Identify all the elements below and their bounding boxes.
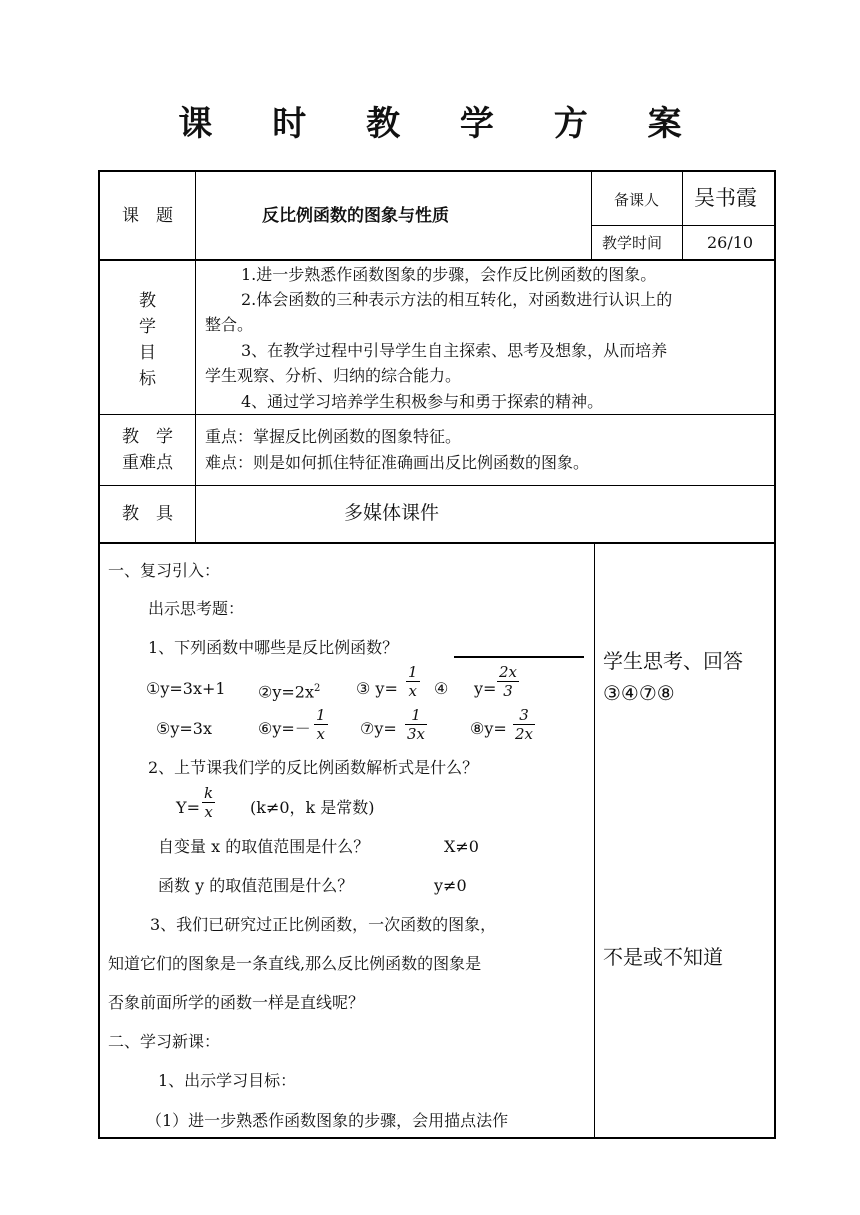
preparer-label: 备课人 — [614, 191, 660, 209]
objective-item: 2.体会函数的三种表示方法的相互转化，对函数进行认识上的 — [241, 290, 673, 309]
function-5: ⑤y=3x — [156, 719, 212, 738]
fraction-numerator: 1 — [405, 706, 427, 725]
time-value: 26/10 — [707, 233, 754, 252]
objectives-label-char: 学 — [139, 317, 156, 337]
table-border-top — [98, 170, 776, 172]
domain-answer: X≠0 — [444, 837, 479, 856]
question-3-line: 知道它们的图象是一条直线,那么反比例函数的图象是 — [108, 954, 482, 973]
tools-value: 多媒体课件 — [344, 502, 440, 524]
header-mid-line — [591, 225, 776, 226]
table-border-right — [774, 170, 776, 1139]
row-line-4 — [98, 542, 776, 544]
formula-lhs: Y= — [176, 798, 200, 817]
topic-value: 反比例函数的图象与性质 — [262, 206, 449, 226]
function-7: ⑦y= — [360, 719, 397, 738]
fraction-numerator: 3 — [513, 706, 535, 725]
objective-item: 整合。 — [205, 315, 254, 334]
function-6: ⑥y=－ — [258, 719, 311, 738]
fraction-denominator: 3x — [407, 725, 426, 743]
row-line-1 — [98, 259, 776, 261]
function-3: ③ y= — [356, 679, 398, 698]
section-review: 一、复习引入： — [108, 561, 221, 580]
fraction-numerator: k — [204, 784, 214, 802]
process-column-divider — [594, 543, 595, 1138]
fraction-numerator: 1 — [316, 706, 326, 724]
learning-goal-heading: 1、出示学习目标： — [158, 1071, 297, 1090]
question-2: 2、上节课我们学的反比例函数解析式是什么？ — [148, 758, 479, 777]
focus-text: 重点：掌握反比例函数的图象特征。 — [205, 427, 462, 446]
fraction — [314, 706, 328, 743]
fraction-denominator: x — [316, 725, 325, 743]
objectives-label-char: 教 — [139, 291, 156, 311]
header-divider-1 — [591, 170, 592, 260]
objective-item: 1.进一步熟悉作函数图象的步骤，会作反比例函数的图象。 — [241, 265, 657, 284]
tools-label: 教 具 — [122, 504, 173, 524]
student-answer-1: 学生思考、回答 — [603, 649, 743, 673]
row-line-3 — [98, 485, 776, 486]
range-answer: y≠0 — [434, 876, 467, 895]
answer-blank — [454, 656, 584, 658]
key-points-label-line: 重难点 — [122, 453, 173, 473]
function-1: ①y=3x+1 — [146, 679, 226, 698]
section-new-lesson: 二、学习新课： — [108, 1032, 221, 1051]
fraction-numerator: 1 — [408, 663, 418, 681]
question-3-line: 3、我们已研究过正比例函数，一次函数的图象， — [150, 915, 497, 934]
objective-item: 学生观察、分析、归纳的综合能力。 — [205, 366, 462, 385]
function-2 — [258, 676, 320, 705]
header-divider-2 — [682, 170, 683, 260]
fraction-numerator: 2x — [499, 663, 518, 681]
objectives-label-char: 目 — [139, 343, 156, 363]
question-3-line: 否象前面所学的函数一样是直线呢？ — [108, 993, 365, 1012]
fraction — [497, 663, 519, 700]
show-question: 出示思考题： — [148, 599, 245, 618]
fraction-denominator: 3 — [503, 682, 513, 700]
preparer-value: 吴书霞 — [694, 186, 757, 210]
function-4-lhs: y= — [474, 679, 497, 698]
objectives-label-char: 标 — [139, 369, 156, 389]
key-points-label-line: 教 学 — [122, 427, 173, 447]
objective-item: 4、通过学习培养学生积极参与和勇于探索的精神。 — [241, 392, 604, 411]
difficulty-text: 难点：则是如何抓住特征准确画出反比例函数的图象。 — [205, 453, 590, 472]
label-column-divider — [195, 170, 196, 543]
page-title: 课 时 教 学 方 案 — [178, 104, 706, 144]
fraction-denominator: x — [204, 803, 213, 821]
fraction — [202, 784, 215, 821]
function-2-base: ②y=2x — [258, 682, 314, 702]
time-label: 教学时间 — [602, 234, 663, 252]
learning-goal-1: （1）进一步熟悉作函数图象的步骤，会用描点法作 — [146, 1111, 509, 1130]
fraction — [513, 706, 535, 743]
range-question: 函数 y 的取值范围是什么？ — [158, 876, 354, 895]
domain-question: 自变量 x 的取值范围是什么？ — [158, 837, 370, 856]
formula-condition: (k≠0，k 是常数) — [250, 798, 375, 817]
function-4: ④ — [434, 679, 449, 698]
function-2-exponent: 2 — [314, 683, 321, 694]
fraction — [405, 706, 427, 743]
objective-item: 3、在教学过程中引导学生自主探索、思考及想象，从而培养 — [241, 341, 668, 360]
function-8: ⑧y= — [470, 719, 507, 738]
student-answer-1-choices: ③④⑦⑧ — [603, 681, 675, 705]
table-border-bottom — [98, 1137, 776, 1139]
topic-label: 课 题 — [122, 206, 173, 226]
fraction-denominator: 2x — [515, 725, 534, 743]
objectives-label — [100, 288, 195, 392]
question-1: 1、下列函数中哪些是反比例函数？ — [148, 638, 399, 657]
key-points-label — [100, 424, 195, 476]
fraction-denominator: x — [408, 682, 417, 700]
fraction — [406, 663, 420, 700]
student-answer-2: 不是或不知道 — [603, 945, 723, 969]
